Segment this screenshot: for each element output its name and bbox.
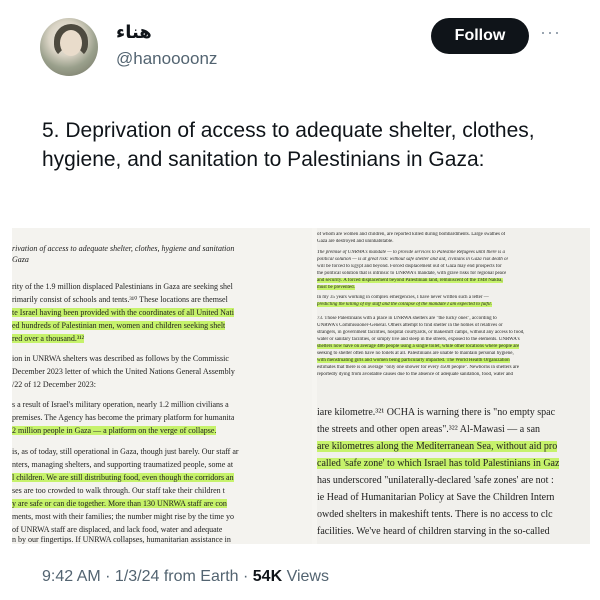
doc-right-line: Gaza are destroyed and uninhabitable.	[317, 239, 394, 244]
doc-left-line: is, as of today, still operational in Gaza, though just barely. Our staff ar	[12, 447, 239, 456]
doc-right-line: strangers, in government facilities, hospital courtyards, or makeshift camps, without any access to food,	[317, 330, 525, 335]
doc-right-line: political solution — is at great risk: without safe shelter and aid, civilians in Gaza risk death or	[317, 257, 509, 262]
doc-left-line-highlighted: 2 million people in Gaza — a platform on the verge of collapse.	[12, 426, 217, 435]
doc-right-line: owded shelters in makeshift tents. There is no access to clc	[317, 509, 553, 520]
avatar[interactable]	[40, 18, 98, 76]
doc-right-line-highlighted: shelters now have on average 486 people using a single toilet, while other locations where people are	[317, 344, 520, 349]
doc-left-line-highlighted: y are safe or can die together. More than 130 UNRWA staff are con	[12, 499, 227, 508]
doc-right-line: UNRWA's Commissioner-General. Others attempt to find shelter in the homes of relatives or	[317, 323, 503, 328]
doc-left-line: /22 of 12 December 2023:	[12, 380, 96, 389]
doc-left-line-highlighted: ed hundreds of Palestinian men, women and children seeking shelt	[12, 321, 226, 330]
doc-left-line-highlighted: red over a thousand.³¹²	[12, 334, 85, 343]
doc-right-line: of whom are women and children, are reported killed during bombardments. Large swathes of	[317, 232, 506, 237]
views-count[interactable]: 54K	[252, 568, 283, 585]
document-page-left	[12, 228, 312, 544]
doc-right-line: seeking to shelter often have no toilets at all. Palestinians are unable to maintain personal hygiene,	[317, 351, 514, 356]
doc-left-line: of UNRWA staff are displaced, and lack food, water and adequate	[12, 525, 223, 534]
doc-left-line: December 2023 letter of which the United Nations General Assembly	[12, 367, 235, 376]
tweet-time[interactable]: 9:42 AM	[42, 568, 101, 585]
tweet-meta	[42, 568, 329, 586]
doc-right-line: In my 35 years working in complex emergencies, I have never written such a letter —	[317, 295, 489, 300]
doc-left-line: rity of the 1.9 million displaced Palestinians in Gaza are seeking shel	[12, 282, 233, 291]
doc-left-line: nters, managing shelters, and supporting traumatized people, some at	[12, 460, 234, 469]
doc-left-line: ses are too crowded to walk through. Our staff take their children t	[12, 486, 225, 495]
doc-right-line: ie Head of Humanitarian Policy at Save the Children Intern	[317, 492, 555, 503]
document-page-right	[317, 228, 590, 544]
views-label: Views	[286, 568, 329, 585]
doc-right-line: reportedly dying from avoidable causes due to the absence of adequate sanitation, food, water and	[317, 372, 514, 377]
author-display-name[interactable]: هناء	[116, 22, 152, 43]
author-handle[interactable]: @hanoooonz	[116, 49, 218, 68]
tweet-header	[40, 18, 580, 88]
doc-left-line: premises. The Agency has become the primary platform for humanita	[12, 413, 235, 422]
doc-right-line-highlighted: are kilometres along the Mediterranean Sea, without aid pro	[317, 441, 558, 452]
doc-right-line-highlighted: predicting the killing of my staff and the collapse of the mandate I am expected to fulfil.	[317, 302, 492, 307]
doc-right-line: The premise of UNRWA's mandate — to provide services to Palestine Refugees until there is a	[317, 250, 505, 255]
doc-left-line-highlighted: te Israel having been provided with the coordinates of all United Nati	[12, 308, 234, 317]
doc-left-line: ments, most with their families; the number might rise by the time yo	[12, 512, 234, 521]
tweet-source: from Earth	[163, 568, 239, 585]
more-options-icon[interactable]: ···	[540, 22, 561, 42]
tweet-text: 5. Deprivation of access to adequate shelter, clothes, hygiene, and sanitation to Palestinians in Gaza:	[42, 119, 535, 171]
meta-separator: ·	[100, 568, 115, 585]
avatar-face-shape	[60, 30, 82, 56]
doc-right-line: iare kilometre.³²¹ OCHA is warning there is "no empty spac	[317, 407, 556, 418]
doc-right-line: will be forced to Egypt and beyond. Forced displacement out of Gaza may end prospects for	[317, 264, 502, 269]
doc-right-line: estimates that there is on average "only one shower for every 4500 people". Newborns in shelters are	[317, 365, 519, 370]
doc-left-line: n by our fingertips. If UNRWA collapses, humanitarian assistance in	[12, 535, 231, 544]
doc-right-line-highlighted: with menstruating girls and women being particularly impacted. The World Health Organization	[317, 358, 510, 363]
follow-button[interactable]: Follow	[431, 18, 529, 54]
doc-right-line: water or sanitary facilities, or simply live and sleep in the streets, exposed to the elements. UNRWA's	[317, 337, 520, 342]
tweet-date[interactable]: 1/3/24	[114, 568, 160, 585]
doc-right-line: the streets and other open areas".³²² Al-Mawasi — a san	[317, 424, 541, 435]
doc-right-line-highlighted: and security. A forced displacement beyond Palestinian land, reminiscent of the 1948 Nakba,	[317, 278, 503, 283]
tweet-media-image[interactable]	[12, 228, 590, 544]
doc-right-line-highlighted: called 'safe zone' to which Israel has told Palestinians in Gaz	[317, 458, 560, 469]
doc-left-line: ion in UNRWA shelters was described as follows by the Commissic	[12, 354, 229, 363]
doc-left-line: s a result of Israel's military operation, nearly 1.2 million civilians a	[12, 400, 229, 409]
doc-left-line: rivation of access to adequate shelter, clothes, hygiene and sanitation	[12, 244, 235, 253]
doc-left-line-highlighted: l children. We are still distributing food, even though the corridors an	[12, 473, 234, 482]
doc-right-line: has underscored "unilaterally-declared 'safe zones' are not :	[317, 475, 554, 486]
doc-right-line: the political solution that is intrinsic to UNRWA's mandate, with grave risks for regional peace	[317, 271, 507, 276]
doc-left-line: Gaza	[12, 255, 29, 264]
doc-left-line: rimarily consist of schools and tents.³¹⁰ These locations are themsel	[12, 295, 228, 304]
doc-right-line-highlighted: must be prevented.	[317, 285, 355, 290]
meta-separator: ·	[238, 568, 253, 585]
doc-right-line: 73. Those Palestinians with a place in UNRWA shelters are "the lucky ones", according to	[317, 316, 497, 321]
doc-right-line: facilities. We've heard of children starving in the so-called	[317, 526, 550, 537]
